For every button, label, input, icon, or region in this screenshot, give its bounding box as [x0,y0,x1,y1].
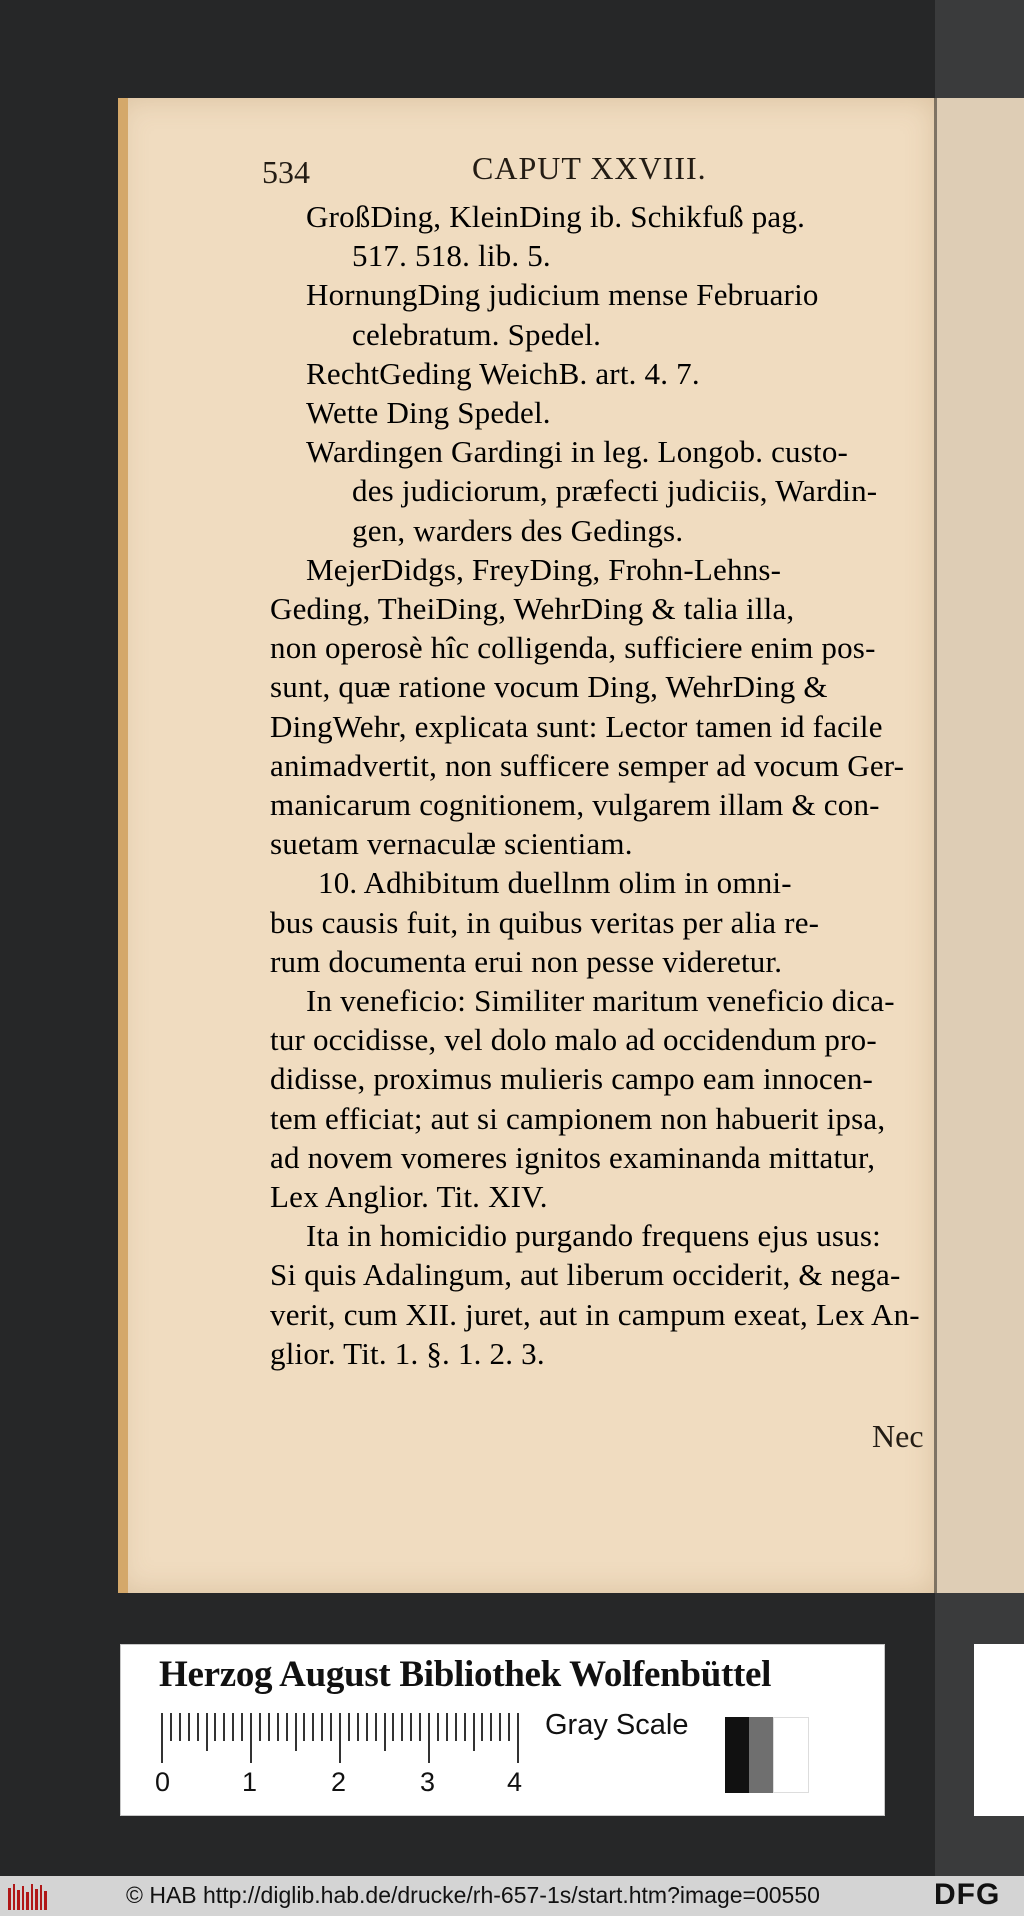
ruler-tick [446,1713,448,1741]
swatch-gray [749,1717,773,1793]
page-edge [118,98,128,1593]
page-number: 534 [262,154,310,190]
ruler-tick [277,1713,279,1741]
ruler-tick [259,1713,261,1741]
ruler [161,1713,521,1763]
ruler-number: 4 [507,1767,523,1797]
color-scale-card-edge [974,1644,1024,1816]
ruler-number: 1 [242,1767,258,1797]
ruler-tick [241,1713,243,1741]
ruler-tick [348,1713,350,1741]
text-line: non operosè hîc colligenda, sufficiere enim pos- [270,630,876,666]
ruler-tick [312,1713,314,1741]
ruler-tick [188,1713,190,1741]
ruler-tick [384,1713,386,1751]
catchword: Nec [872,1418,924,1454]
text-line: Ita in homicidio purgando frequens ejus usus: [306,1218,881,1254]
ruler-tick [455,1713,457,1741]
text-line: Lex Anglior. Tit. XIV. [270,1179,548,1214]
text-line: bus causis fuit, in quibus veritas per alia re- [270,904,820,940]
ruler-tick [517,1713,519,1763]
page-fold [934,98,937,1593]
ruler-tick [490,1713,492,1741]
ruler-tick [499,1713,501,1741]
ruler-tick [464,1713,466,1741]
barcode-icon [8,1884,50,1910]
ruler-tick [392,1713,394,1741]
text-line: GroßDing, KleinDing ib. Schikfuß pag. [306,199,806,234]
chapter-title: CAPUT XXVIII. [472,150,707,186]
ruler-tick [197,1713,199,1741]
ruler-number: 0 [155,1767,171,1797]
text-line: HornungDing judicium mense Februario [306,277,819,313]
ruler-tick [268,1713,270,1741]
ruler-tick [286,1713,288,1741]
ruler-tick [321,1713,323,1741]
ruler-tick [214,1713,216,1741]
dfg-logo: DFG [934,1878,1001,1911]
text-line: Geding, TheiDing, WehrDing & talia illa, [270,591,795,626]
color-scale-card [120,1644,885,1816]
ruler-tick [303,1713,305,1741]
ruler-tick [366,1713,368,1741]
text-line: des judiciorum, præfecti judiciis, Wardin- [352,473,878,509]
ruler-tick [401,1713,403,1741]
ruler-tick [481,1713,483,1741]
ruler-number: 3 [420,1767,436,1797]
text-line: sunt, quæ ratione vocum Ding, WehrDing & [270,669,828,705]
swatch-white [773,1717,809,1793]
text-line: Wardingen Gardingi in leg. Longob. custo- [306,434,849,470]
text-line: Si quis Adalingum, aut liberum occiderit, & nega- [270,1257,901,1293]
text-line: Wette Ding Spedel. [306,395,551,430]
ruler-tick [473,1713,475,1751]
text-line: RechtGeding WeichB. art. 4. 7. [306,355,700,391]
text-line: tem efficiat; aut si campionem non habuerit ipsa, [270,1100,886,1136]
text-line: animadvertit, non sufficere semper ad vocum Ger- [270,747,905,783]
ruler-tick [375,1713,377,1741]
ruler-tick [410,1713,412,1741]
text-line: gen, warders des Gedings. [352,512,684,548]
facing-page-edge [936,98,1024,1593]
ruler-tick [161,1713,163,1763]
ruler-tick [223,1713,225,1741]
text-line: rum documenta erui non pesse videretur. [270,943,783,979]
text-line: 10. Adhibitum duellnm olim in omni- [318,865,792,901]
ruler-tick [339,1713,341,1763]
ruler-tick [330,1713,332,1741]
ruler-tick [170,1713,172,1741]
ruler-tick [437,1713,439,1741]
text-line: 517. 518. lib. 5. [352,238,551,274]
gray-scale-label: Gray Scale [545,1709,689,1741]
ruler-tick [357,1713,359,1741]
text-line: glior. Tit. 1. §. 1. 2. 3. [270,1335,545,1371]
text-line: ad novem vomeres ignitos examinanda mittatur, [270,1139,876,1175]
text-line: MejerDidgs, FreyDing, Frohn-Lehns- [306,551,782,587]
footer-bar [0,1876,1024,1916]
library-name: Herzog August Bibliothek Wolfenbüttel [159,1654,772,1695]
text-line: In veneficio: Similiter maritum veneficio dica- [306,983,895,1018]
ruler-tick [428,1713,430,1763]
text-line: DingWehr, explicata sunt: Lector tamen id facile [270,708,883,744]
ruler-tick [250,1713,252,1763]
text-line: suetam vernaculæ scientiam. [270,826,633,862]
text-line: verit, cum XII. juret, aut in campum exeat, Lex An- [270,1296,920,1332]
swatch-black [725,1717,749,1793]
ruler-tick [232,1713,234,1741]
text-line: didisse, proximus mulieris campo eam innocen- [270,1061,874,1097]
ruler-tick [295,1713,297,1751]
text-line: manicarum cognitionem, vulgarem illam & con- [270,787,880,822]
text-line: tur occidisse, vel dolo malo ad occidendum pro- [270,1022,877,1058]
copyright-link[interactable]: © HAB http://diglib.hab.de/drucke/rh-657-1s/start.htm?image=00550 [126,1882,820,1908]
ruler-tick [206,1713,208,1751]
ruler-tick [419,1713,421,1741]
ruler-tick [508,1713,510,1741]
ruler-tick [179,1713,181,1741]
ruler-number: 2 [331,1767,347,1797]
text-line: celebratum. Spedel. [352,316,602,352]
